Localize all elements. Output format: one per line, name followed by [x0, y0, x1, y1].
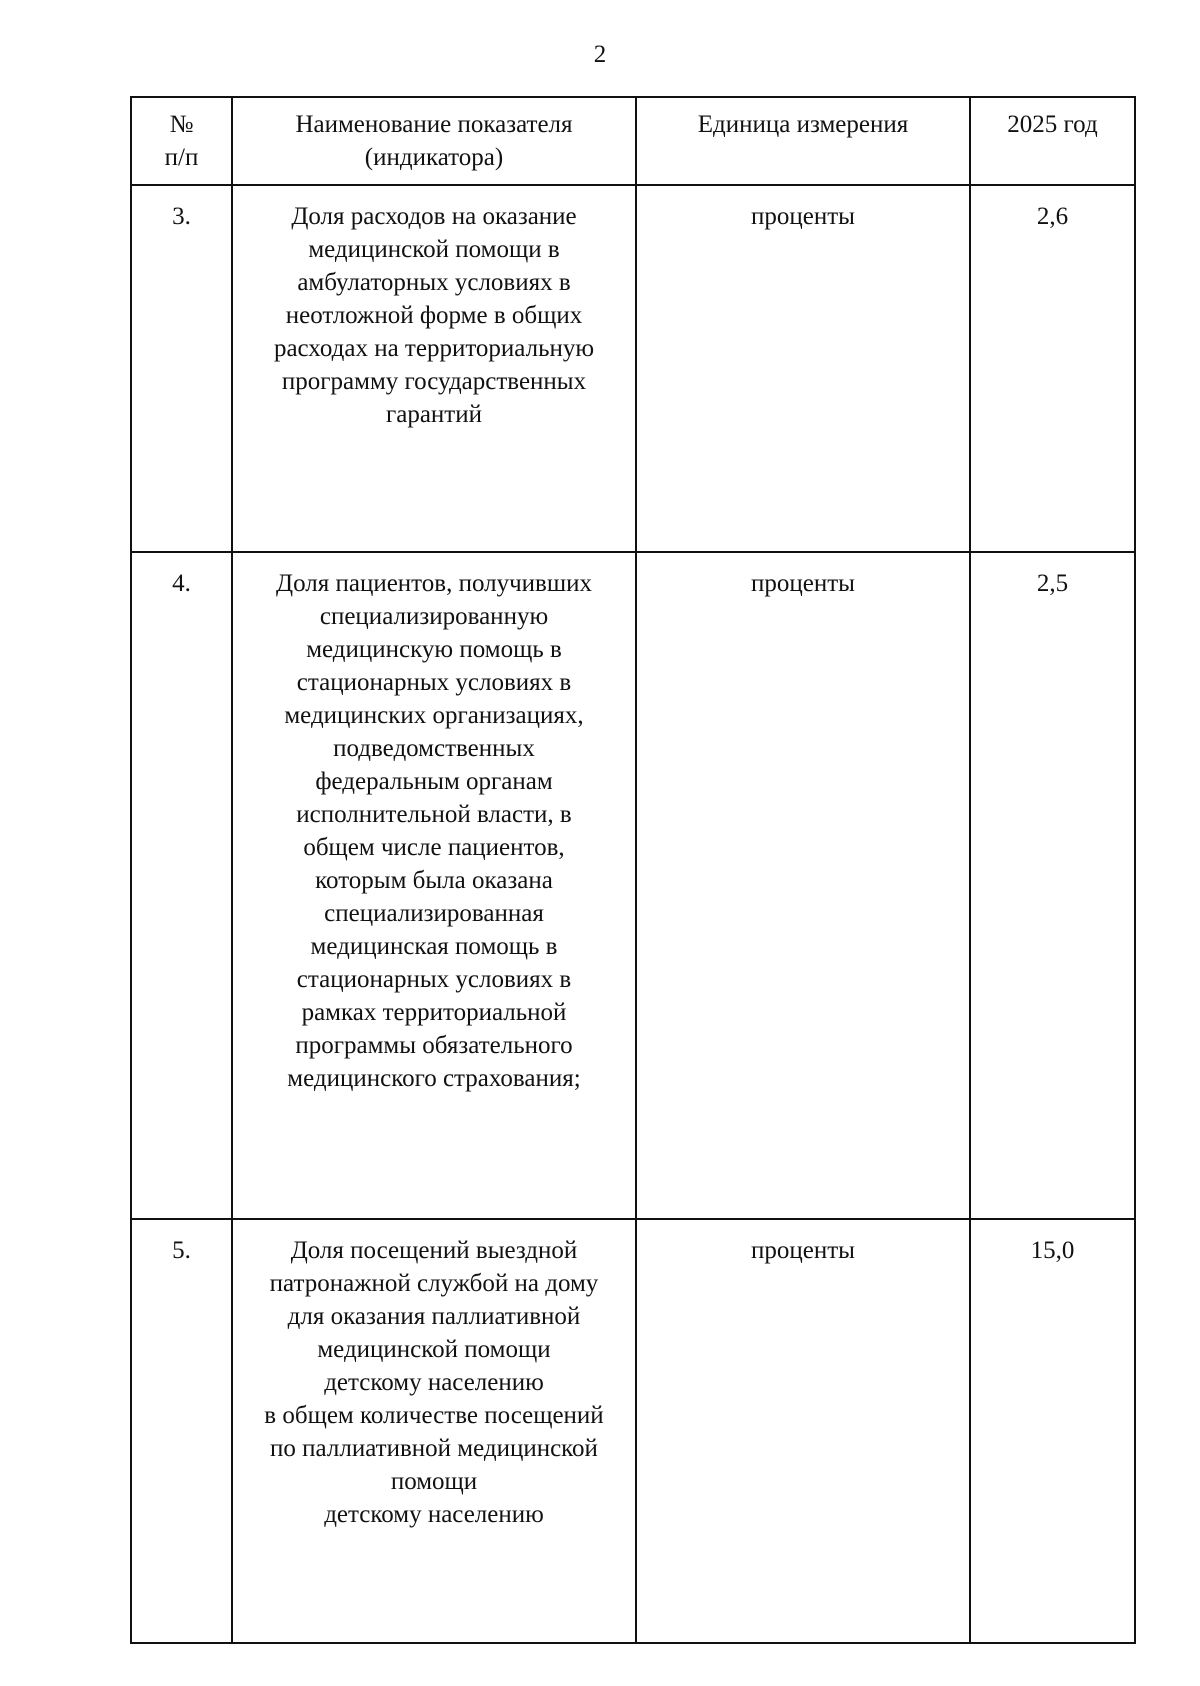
header-unit: [636, 97, 970, 185]
year-value-cell: [970, 552, 1135, 1219]
header-indicator-name: [232, 97, 636, 185]
year-value: 2,5: [1036, 570, 1069, 597]
unit-value: проценты: [751, 1237, 855, 1264]
indicator-name-cell: [232, 185, 636, 552]
year-value-cell: [970, 185, 1135, 552]
table-header-row: [131, 97, 1135, 185]
year-value: 15,0: [1030, 1237, 1075, 1264]
indicator-name-cell: [232, 1219, 636, 1643]
indicator-name-cell: [232, 552, 636, 1219]
indicator-name: Доля посещений выездной патронажной службой на дому для оказания паллиативной медицинской помощи детскому населению в общем количестве посещений по паллиативной медицинской помощи детскому населению: [264, 1237, 604, 1528]
header-number: [131, 97, 232, 185]
unit-cell: [636, 185, 970, 552]
page-number: 2: [593, 41, 607, 68]
unit-value: проценты: [751, 203, 855, 230]
table-row: [131, 1219, 1135, 1643]
header-year-label: 2025 год: [1007, 111, 1098, 138]
indicator-name: Доля расходов на оказание медицинской помощи в амбулаторных условиях в неотложной форме в общих расходах на территориальную программу государственных гарантий: [273, 203, 595, 428]
header-year: [970, 97, 1135, 185]
header-number-label: № п/п: [164, 111, 199, 171]
unit-value: проценты: [751, 570, 855, 597]
table-row: [131, 185, 1135, 552]
row-number-cell: [131, 1219, 232, 1643]
indicator-name: Доля пациентов, получивших специализированную медицинскую помощь в стационарных условиях в медицинских организациях, подведомственных федеральным органам исполнительной власти, в общем числе пациентов, которым была оказана специализированная медицинская помощь в стационарных условиях в рамках территориальной программы обязательного медицинского страхования;: [276, 570, 592, 1092]
year-value: 2,6: [1036, 203, 1069, 230]
table-row: [131, 552, 1135, 1219]
unit-cell: [636, 552, 970, 1219]
header-unit-label: Единица измерения: [697, 111, 909, 138]
indicators-table: [130, 96, 1136, 1644]
header-indicator-name-label: Наименование показателя (индикатора): [295, 111, 573, 171]
row-number-cell: [131, 552, 232, 1219]
year-value-cell: [970, 1219, 1135, 1643]
row-number: 3.: [172, 203, 191, 230]
unit-cell: [636, 1219, 970, 1643]
row-number: 4.: [172, 570, 191, 597]
row-number-cell: [131, 185, 232, 552]
row-number: 5.: [172, 1237, 191, 1264]
